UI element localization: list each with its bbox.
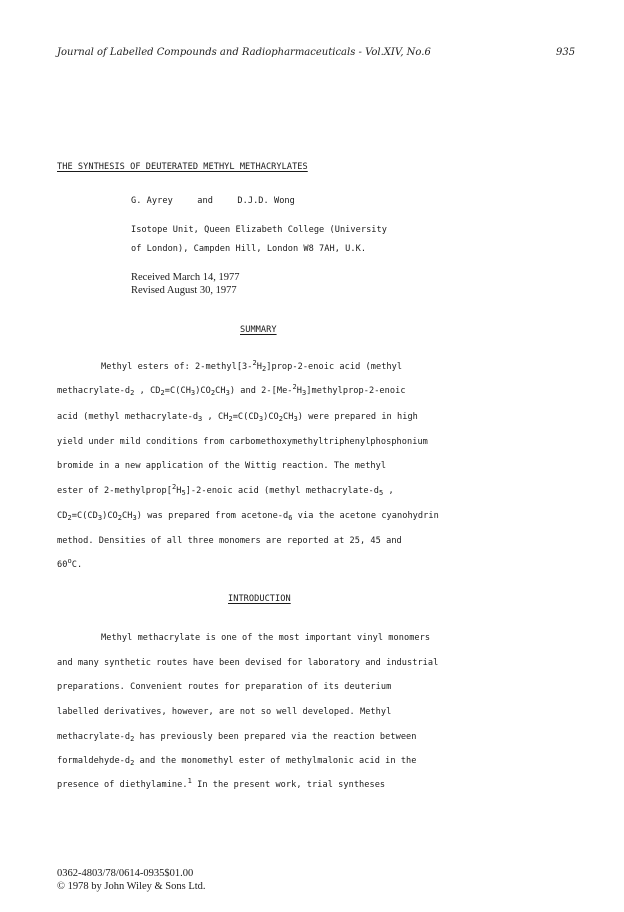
summary-heading: SUMMARY <box>240 325 277 335</box>
summary-line: 60$^o$C. <box>57 557 83 570</box>
introduction-line: methacrylate-$d_2$ has previously been prepared via the reaction between <box>57 732 417 743</box>
affiliation-line-2: of London), Campden Hill, London W8 7AH, U.K. <box>131 244 367 254</box>
summary-line: bromide in a new application of the Wittig reaction. The methyl <box>57 461 387 471</box>
summary-line: $CD_2=C(CD_3)CO_2CH_3$) was prepared from acetone-$d_6$ via the acetone cyanohydrin <box>57 511 439 522</box>
summary-line: method. Densities of all three monomers are reported at 25, 45 and <box>57 536 402 546</box>
received-date: Received March 14, 1977 <box>131 272 240 283</box>
introduction-line: labelled derivatives, however, are not so well developed. Methyl <box>57 707 392 717</box>
introduction-heading: INTRODUCTION <box>228 594 291 604</box>
journal-header: Journal of Labelled Compounds and Radiopharmaceuticals - Vol.XIV, No.6 <box>57 47 431 58</box>
paper-title: THE SYNTHESIS OF DEUTERATED METHYL METHACRYLATES <box>57 162 308 172</box>
page-number: 935 <box>556 47 576 58</box>
author-conjunction: and <box>197 196 213 206</box>
introduction-line: Methyl methacrylate is one of the most important vinyl monomers <box>101 633 431 643</box>
author-1: G. Ayrey <box>131 196 173 206</box>
introduction-line: preparations. Convenient routes for preparation of its deuterium <box>57 682 392 692</box>
summary-line: ester of $2-methylprop[^2H_5]-2$-enoic acid (methyl methacrylate-$d_5$ , <box>57 483 394 497</box>
introduction-line: presence of diethylamine.$^1$ In the present work, trial syntheses <box>57 777 386 790</box>
summary-line: acid (methyl methacrylate-$d_3$ , $CH_2=C(CD_3)CO_2CH_3$) were prepared in high <box>57 412 418 423</box>
introduction-line: and many synthetic routes have been devised for laboratory and industrial <box>57 658 439 668</box>
copyright-notice: © 1978 by John Wiley & Sons Ltd. <box>57 881 206 892</box>
introduction-line: formaldehyde-$d_2$ and the monomethyl ester of methylmalonic acid in the <box>57 756 417 767</box>
author-2: D.J.D. Wong <box>237 196 295 206</box>
article-code: 0362-4803/78/0614-0935$01.00 <box>57 868 194 879</box>
revised-date: Revised August 30, 1977 <box>131 285 237 296</box>
authors <box>131 196 295 206</box>
summary-line: methacrylate-$d_2$ , $CD_2=C(CH_3)CO_2CH_3$) and $2-[Me-^2H_3]methylprop-2$-enoic <box>57 383 406 397</box>
affiliation-line-1: Isotope Unit, Queen Elizabeth College (University <box>131 225 387 235</box>
summary-line: yield under mild conditions from carbomethoxymethyltriphenylphosphonium <box>57 437 428 447</box>
summary-line: Methyl esters of: $2-methyl[3-^2H_2]prop-2$-enoic acid (methyl <box>101 359 403 373</box>
